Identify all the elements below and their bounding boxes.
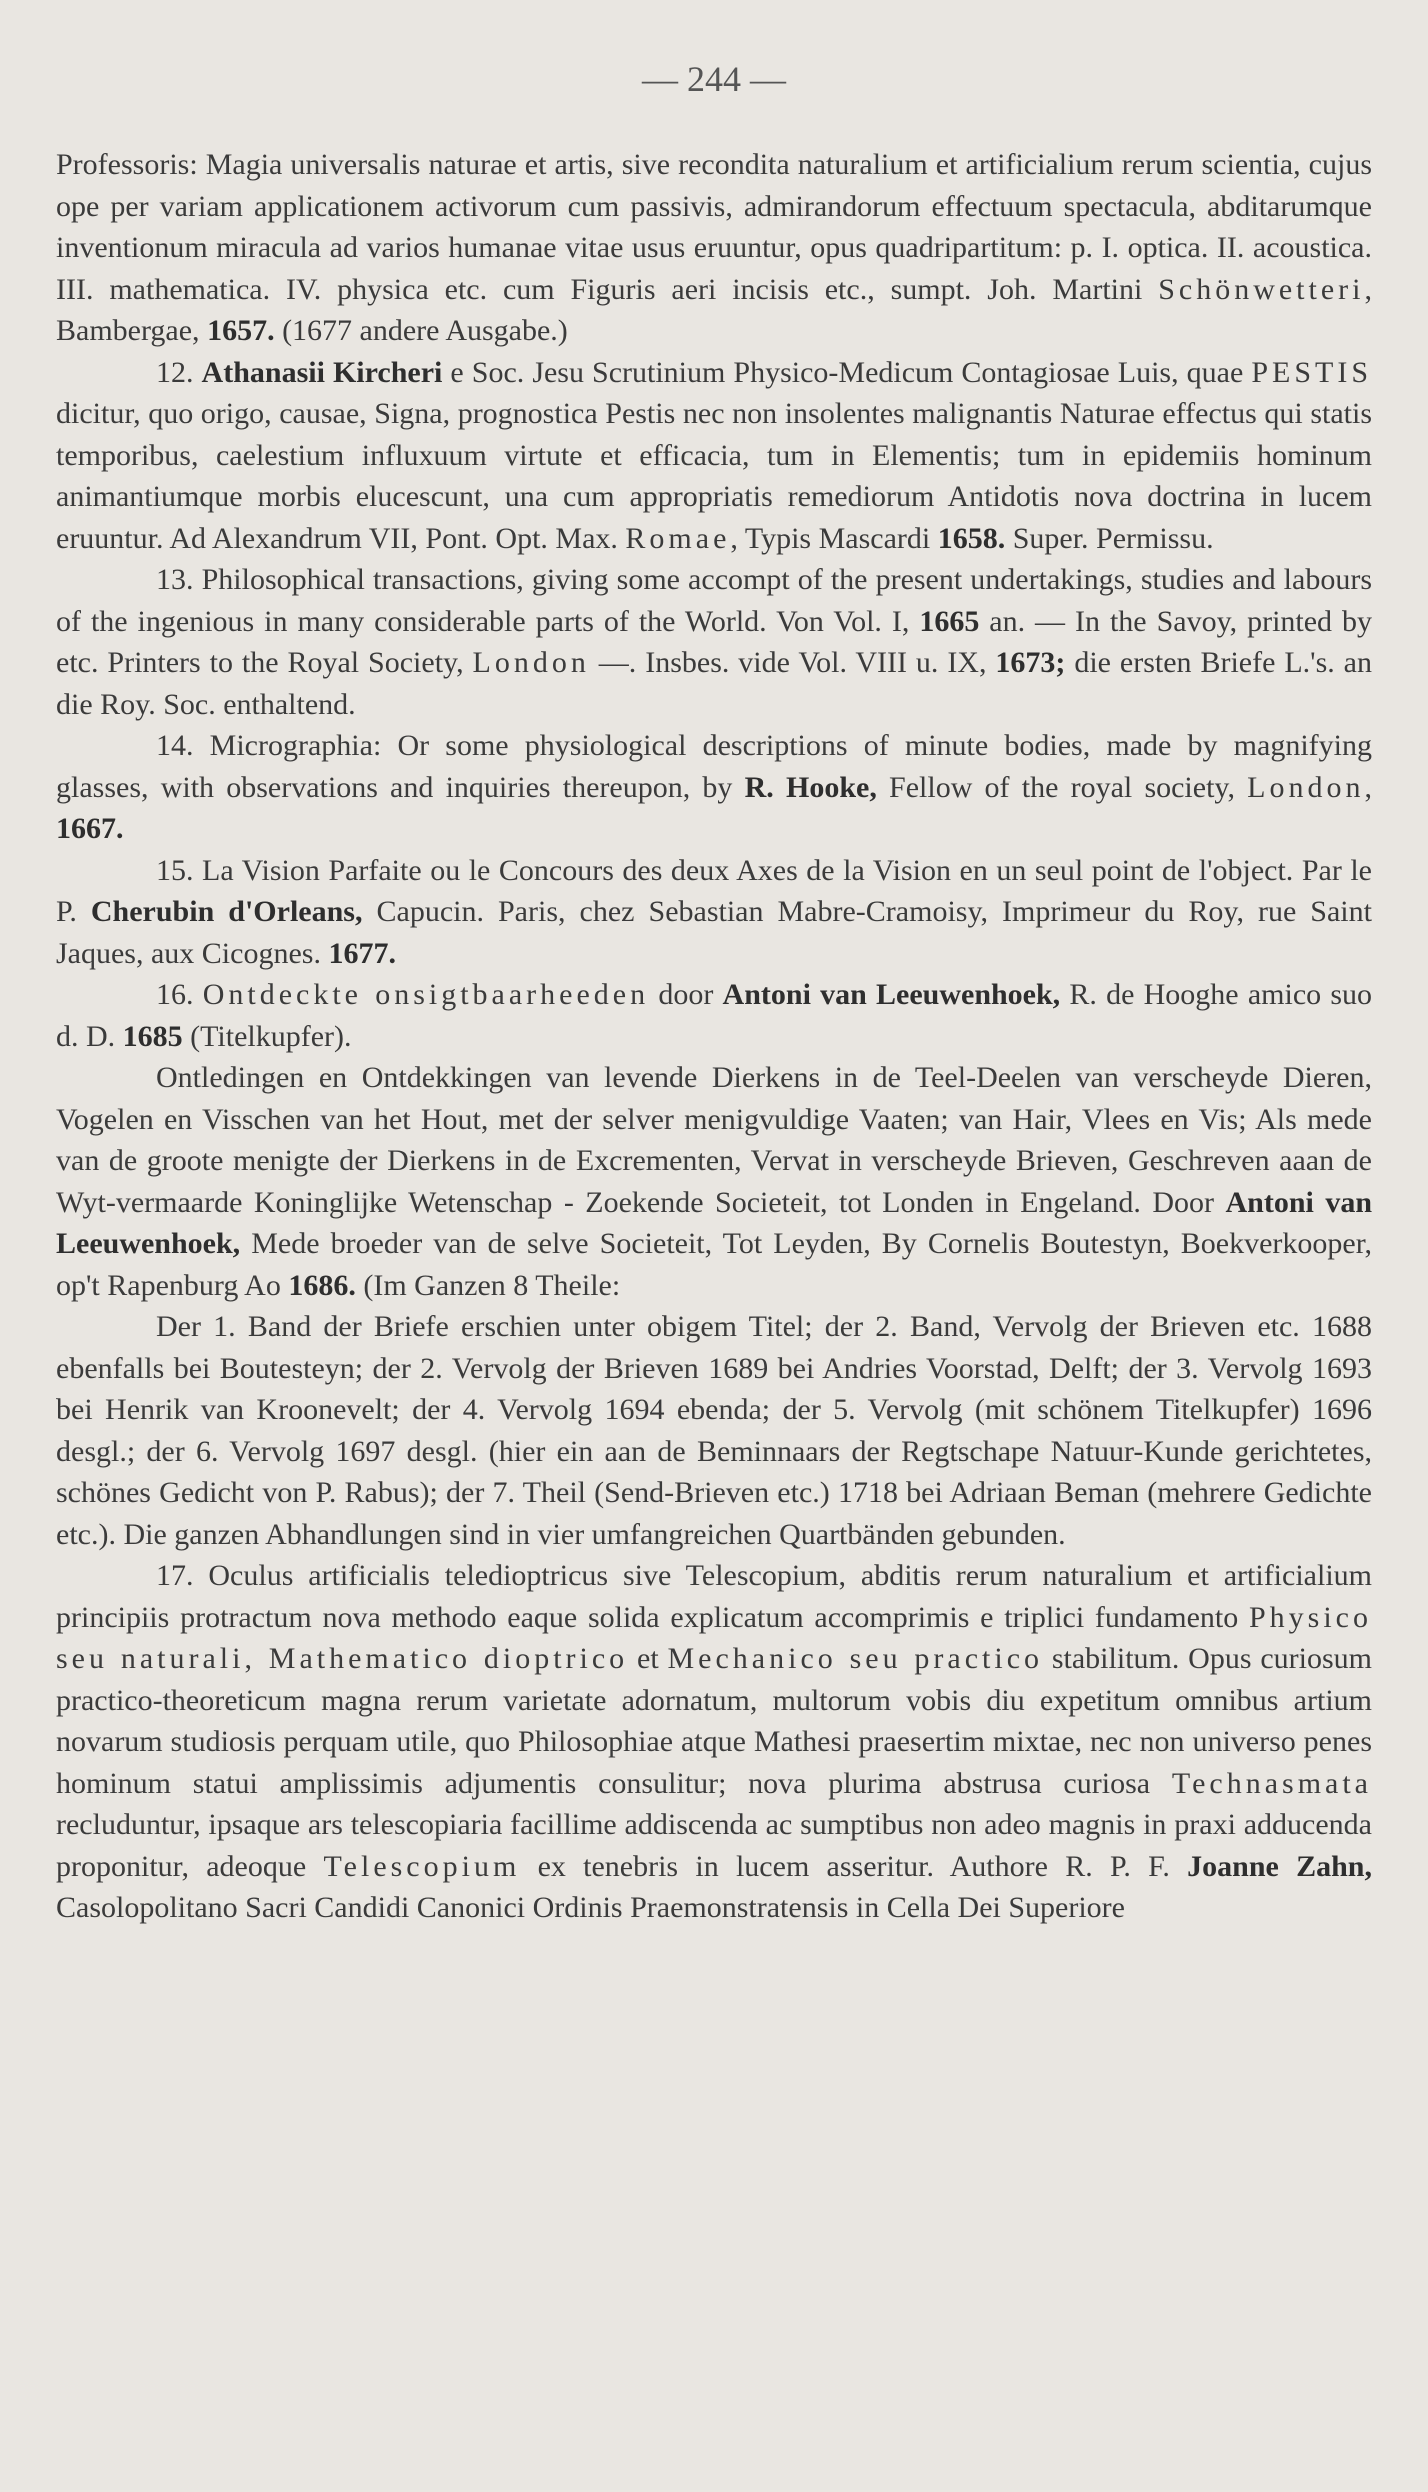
- text-run: dicitur, quo origo, causae, Signa, prognostica Pestis nec non insolentes malignantis Naturae effectus qui statis temporibus, caelestium influxuum virtute et efficacia, tum in Elementis; tum in epidemiis hominum animantiumque morbis elucescunt, una cum appropriatis remediorum Antidotis nova doctrina in lucem eruuntur. Ad Alexandrum VII, Pont. Opt. Max.: [56, 397, 1372, 555]
- text-run: 16.: [156, 978, 203, 1011]
- text-run: ,: [1364, 770, 1372, 804]
- spaced-text: London: [472, 646, 590, 679]
- page-text: [56, 144, 1372, 1929]
- text-run: Der 1. Band der Briefe erschien unter obigem Titel; der 2. Band, Vervolg der Brieven etc. 1688 ebenfalls bei Boutesteyn; der 2. Vervolg der Brieven 1689 bei Andries Voorstad, Delft; der 3. Vervolg 1693 bei Henrik van Kroonevelt; der 4. Vervolg 1694 ebenda; der 5. Vervolg (mit schönem Titelkupfer) 1696 desgl.; der 6. Vervolg 1697 desgl. (hier ein aan de Beminnaars der Regtschape Natuur-Kunde gerichtetes, schönes Gedicht von P. Rabus); der 7. Theil (Send-Brieven etc.) 1718 bei Adriaan Beman (mehrere Gedichte etc.). Die ganzen Abhandlungen sind in vier umfangreichen Quartbänden gebunden.: [56, 1310, 1372, 1551]
- bold-text: Cherubin d'Orleans,: [90, 895, 363, 928]
- text-run: Super. Permissu.: [1005, 521, 1214, 555]
- spaced-text: PESTIS: [1251, 355, 1373, 389]
- bold-text: 1685: [122, 1019, 183, 1053]
- text-run: 12.: [156, 355, 202, 389]
- spaced-text: Physico seu naturali, Mathematico dioptrico: [56, 1600, 1372, 1675]
- entry-paragraph: [56, 850, 1372, 975]
- entry-paragraph: [56, 725, 1372, 850]
- bold-text: 1677.: [328, 936, 396, 970]
- text-run: Casolopolitano Sacri Candidi Canonici Ordinis Praemonstratensis in Cella Dei Superiore: [56, 1891, 1125, 1924]
- bold-text: 1658.: [937, 521, 1006, 555]
- entry-paragraph: [56, 144, 1372, 352]
- entry-paragraph: [56, 559, 1372, 725]
- spaced-text: Romae: [625, 521, 731, 555]
- text-run: an. — In the Savoy, printed by etc. Printers to the Royal Society,: [56, 604, 1373, 679]
- text-run: recluduntur, ipsaque ars telescopiaria facillime addiscenda ac sumptibus non adeo magnis in praxi adducenda proponitur, adeoque: [56, 1808, 1372, 1883]
- text-run: die ersten Briefe L.'s. an die Roy. Soc. enthaltend.: [56, 646, 1372, 721]
- spaced-text: London: [1247, 770, 1365, 804]
- bold-text: Antoni van Leeuwenhoek,: [722, 978, 1061, 1011]
- bold-text: 1686.: [288, 1268, 356, 1302]
- text-run: , Bambergae,: [56, 272, 1372, 347]
- spaced-text: Mechanico seu practico: [667, 1642, 1044, 1675]
- text-run: Ontledingen en Ontdekkingen van levende Dierkens in de Teel-Deelen van verscheyde Dieren, Vogelen en Visschen van het Hout, met der selver menigvuldige Vaaten; van Hair, Vlees en Vis; Als mede van de groote menigte der Dierkens in de Excrementen, Vervat in verscheyde Brieven, Geschreven aaan de Wyt-vermaarde Koninglijke Wetenschap - Zoekende Societeit, tot Londen in Engeland. Door: [56, 1061, 1372, 1219]
- bold-text: 1657.: [207, 314, 275, 347]
- text-run: 17. Oculus artificialis teledioptricus sive Telescopium, abditis rerum naturalium et artificialium principiis protractum nova methodo eaque solida explicatum accomprimis e triplici fundamento: [56, 1559, 1372, 1634]
- text-run: et: [628, 1642, 668, 1675]
- spaced-text: Telescopium: [323, 1849, 521, 1883]
- text-run: Fellow of the royal society,: [876, 770, 1248, 804]
- text-run: 13. Philosophical transactions, giving some accompt of the present undertakings, studies and labours of the ingenious in many considerable parts of the World. Von Vol. I,: [56, 563, 1372, 638]
- bold-text: 1665: [919, 604, 980, 638]
- spaced-text: Schönwetteri: [1158, 272, 1365, 306]
- text-run: Professoris: Magia universalis naturae et artis, sive recondita naturalium et artificialium rerum scientia, cujus ope per variam applicationem activorum cum passivis, admirandorum effectuum spectacula, abditarumque inventionum miracula ad varios humanae vitae usus eruuntur, opus quadripartitum: p. I. optica. II. acoustica. III. mathematica. IV. physica etc. cum Figuris aeri incisis etc., sumpt. Joh. Martini: [56, 148, 1372, 306]
- entry-paragraph: [56, 1555, 1372, 1929]
- entry-paragraph: [56, 974, 1372, 1057]
- entry-paragraph: [56, 1057, 1372, 1306]
- text-run: (Im Ganzen 8 Theile:: [355, 1268, 621, 1302]
- spaced-text: Technasmata: [1171, 1766, 1372, 1800]
- text-run: Capucin. Paris, chez Sebastian Mabre-Cramoisy, Imprimeur du Roy, rue Saint Jaques, aux Cicognes.: [56, 895, 1372, 970]
- text-run: 14. Micrographia: Or some physiological descriptions of minute bodies, made by magnifying glasses, with observations and inquiries thereupon, by: [56, 729, 1372, 804]
- entry-paragraph: [56, 352, 1372, 560]
- text-run: e Soc. Jesu Scrutinium Physico-Medicum Contagiosae Luis, quae: [442, 355, 1252, 389]
- text-run: —. Insbes. vide Vol. VIII u. IX,: [589, 646, 996, 679]
- text-run: (Titelkupfer).: [182, 1019, 352, 1053]
- spaced-text: Ontdeckte onsigtbaarheeden: [202, 978, 650, 1011]
- bold-text: R. Hooke,: [744, 770, 877, 804]
- bold-text: Athanasii Kircheri: [201, 355, 443, 389]
- text-run: , Typis Mascardi: [730, 521, 938, 555]
- page-number: — 244 —: [642, 59, 786, 99]
- bold-text: Antoni van Leeuwenhoek,: [56, 1185, 1373, 1260]
- text-run: (1677 andere Ausgabe.): [274, 314, 568, 347]
- text-run: door: [649, 978, 723, 1011]
- text-run: ex tenebris in lucem asseritur. Authore R. P. F.: [520, 1849, 1188, 1883]
- bold-text: 1667.: [56, 812, 124, 845]
- text-run: stabilitum. Opus curiosum practico-theoreticum magna rerum varietate adornatum, multorum vobis diu expetitum omnibus artium novarum studiosis perquam utile, quo Philosophiae atque Mathesi praesertim mixtae, nec non universo penes hominum statui amplissimis adjumentis consulitur; nova plurima abstrusa curiosa: [56, 1642, 1373, 1800]
- text-run: 15. La Vision Parfaite ou le Concours des deux Axes de la Vision en un seul point de l'object. Par le P.: [56, 853, 1372, 928]
- text-run: Mede broeder van de selve Societeit, Tot Leyden, By Cornelis Boutestyn, Boekverkooper, op't Rapenburg Ao: [56, 1227, 1372, 1302]
- entry-paragraph: [56, 1306, 1372, 1555]
- bold-text: Joanne Zahn,: [1187, 1849, 1372, 1883]
- bold-text: 1673;: [995, 646, 1066, 679]
- text-run: R. de Hooghe amico suo d. D.: [56, 978, 1373, 1053]
